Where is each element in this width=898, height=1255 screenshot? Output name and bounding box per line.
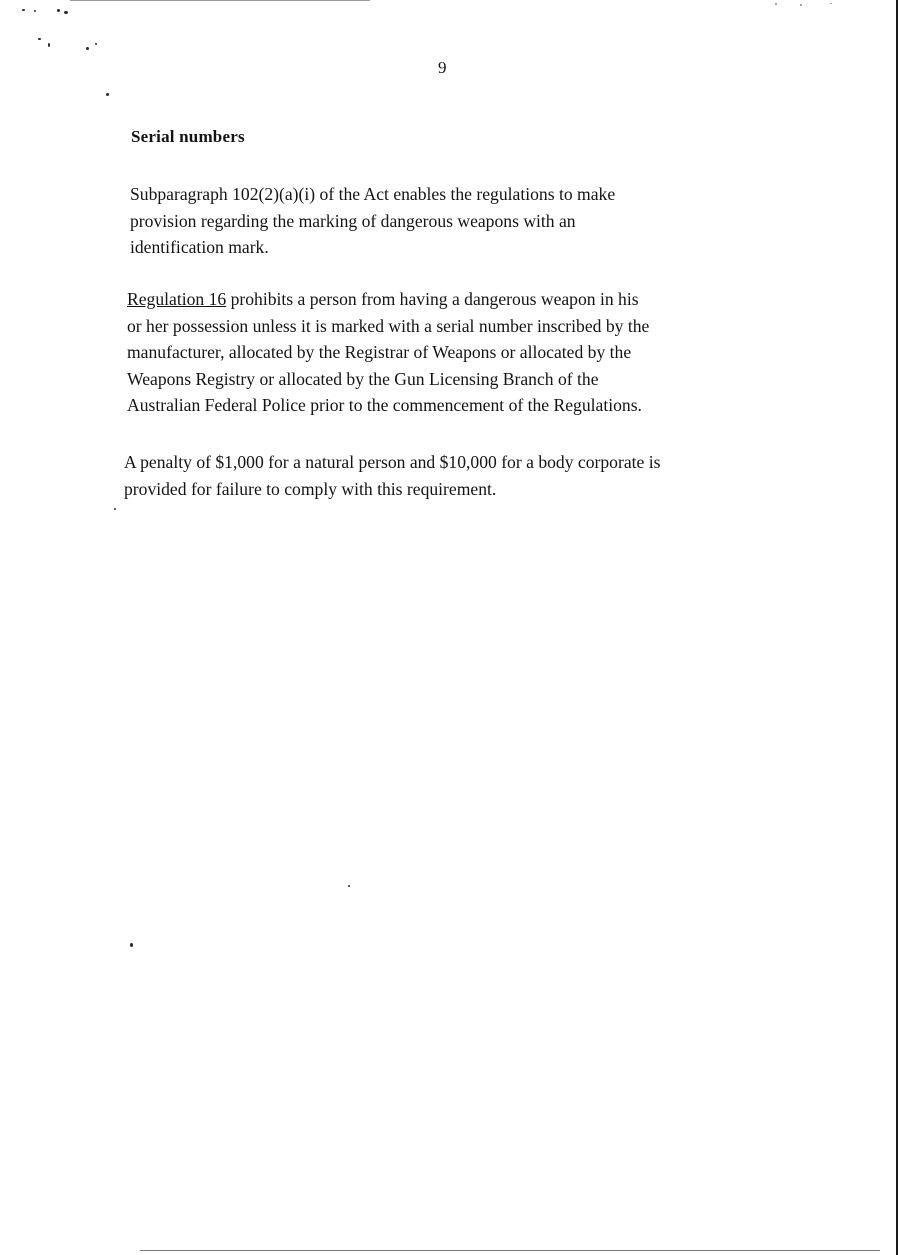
paragraph-line: or her possession unless it is marked with a serial number inscribed by the — [127, 315, 650, 336]
paragraph-line: Weapons Registry or allocated by the Gun Licensing Branch of the — [127, 368, 599, 389]
paragraph-subparagraph — [130, 181, 770, 261]
paragraph-line: provided for failure to comply with this requirement. — [124, 478, 497, 499]
regulation-reference: Regulation 16 — [127, 289, 227, 309]
scan-speck — [95, 43, 97, 45]
paragraph-line: A penalty of $1,000 for a natural person and $10,000 for a body corporate is — [124, 452, 661, 472]
scan-speck — [114, 508, 116, 510]
scan-speck — [64, 11, 68, 14]
scan-speck — [34, 10, 36, 12]
scan-speck — [106, 93, 109, 96]
scan-speck — [48, 43, 50, 47]
paragraph-penalty — [124, 449, 784, 502]
scan-speck — [800, 4, 802, 6]
scan-edge-top — [70, 0, 370, 1]
paragraph-regulation-16 — [127, 286, 777, 419]
paragraph-line: Australian Federal Police prior to the commencement of the Regulations. — [127, 395, 642, 415]
paragraph-line — [127, 286, 777, 313]
scan-speck — [86, 47, 89, 50]
scan-speck — [38, 38, 41, 40]
scan-speck — [830, 3, 832, 4]
scan-speck — [775, 3, 777, 5]
scan-edge-bottom — [140, 1250, 880, 1251]
scan-speck — [57, 9, 60, 12]
paragraph-line: Subparagraph 102(2)(a)(i) of the Act enables the regulations to make — [130, 184, 616, 204]
scan-speck — [130, 943, 133, 947]
paragraph-line: provision regarding the marking of dangerous weapons with an — [130, 210, 576, 231]
scan-speck — [22, 9, 25, 11]
paragraph-line: identification mark. — [130, 237, 269, 257]
page-number: 9 — [438, 58, 447, 77]
section-heading: Serial numbers — [131, 127, 245, 146]
paragraph-line: manufacturer, allocated by the Registrar of Weapons or allocated by the — [127, 342, 632, 362]
scan-speck — [348, 885, 350, 887]
paragraph-line-text: prohibits a person from having a dangerous weapon in his — [226, 289, 639, 309]
